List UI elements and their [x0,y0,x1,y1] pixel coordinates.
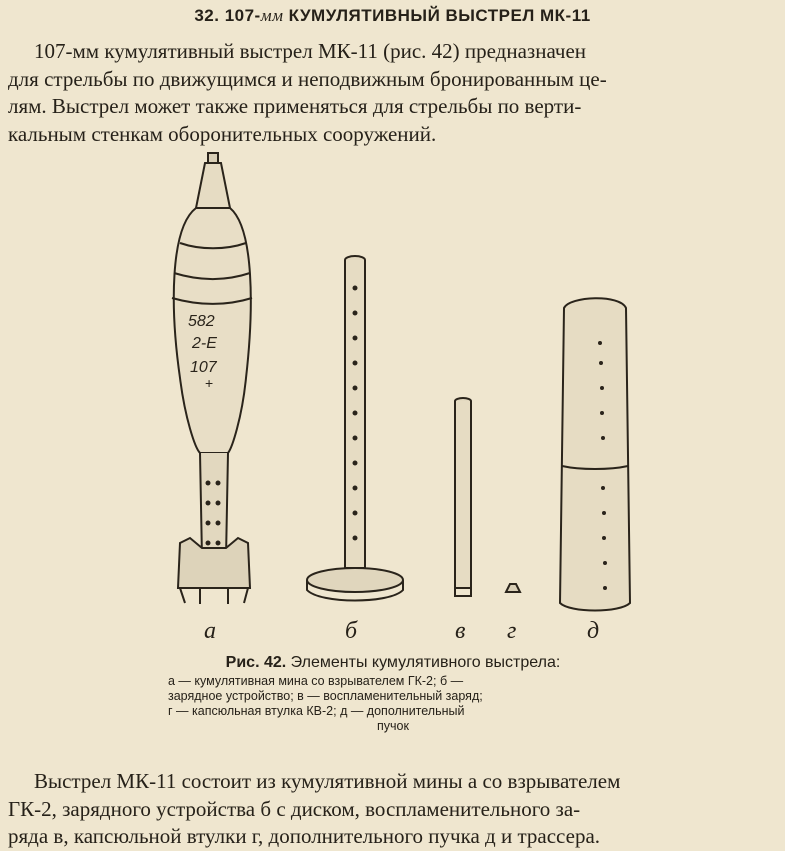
caption-line: пучок [377,719,409,733]
caption-line: г — капсюльная втулка КВ-2; д — дополнительный [168,704,465,718]
caption-title-text: Элементы кумулятивного выстрела: [290,654,561,671]
figure-illustration [150,148,650,658]
igniter-charge-drawing [455,398,471,596]
intro-line: лям. Выстрел может также применяться для стрельбы по верти- [8,94,582,118]
outro-line: ГК-2, зарядного устройства б с диском, воспламенительного за- [8,796,581,821]
caption-line: а — кумулятивная мина со взрывателем ГК-2; б — [168,674,464,688]
mine-drawing [172,153,252,604]
figure-label-b: б [345,618,358,644]
outro-line: ряда в, капсюльной втулки г, дополнительного пучка д и трассера. [8,824,601,848]
caption-body [168,674,618,734]
mine-marking-3: 107 [190,359,217,376]
mine-marking-2: 2-Е [192,335,217,352]
primer-bushing-drawing [506,584,520,592]
charging-device-drawing [307,256,403,601]
mine-marking-4: + [205,375,214,391]
section-heading [0,6,785,26]
figure-label-g: г [507,618,517,644]
intro-paragraph [8,38,778,148]
intro-line: для стрельбы по движущимся и неподвижным бронированным це- [8,66,607,91]
mine-marking-1: 582 [188,313,215,330]
section-caliber: 107- [224,6,261,25]
figure-label-a: а [204,618,216,644]
additional-bundle-drawing [560,298,630,610]
outro-line: Выстрел МК-11 состоит из кумулятивной мины а со взрывателем [34,769,621,793]
figure-label-d: д [587,618,600,644]
figure-label-v: в [455,618,466,644]
section-unit: мм [260,6,284,25]
figure-caption [168,654,618,734]
intro-line: 107-мм кумулятивный выстрел МК-11 (рис. 42) предназначен [34,39,587,63]
figure-labels [0,618,785,648]
intro-line: кальным стенкам оборонительных сооружений. [8,121,437,146]
outro-paragraph [8,768,778,851]
section-number: 32. [194,6,220,25]
caption-figure-number: Рис. 42. [225,654,287,671]
section-title: КУМУЛЯТИВНЫЙ ВЫСТРЕЛ МК-11 [288,6,591,25]
caption-line: зарядное устройство; в — воспламенительный заряд; [168,689,483,703]
caption-title [168,654,618,672]
